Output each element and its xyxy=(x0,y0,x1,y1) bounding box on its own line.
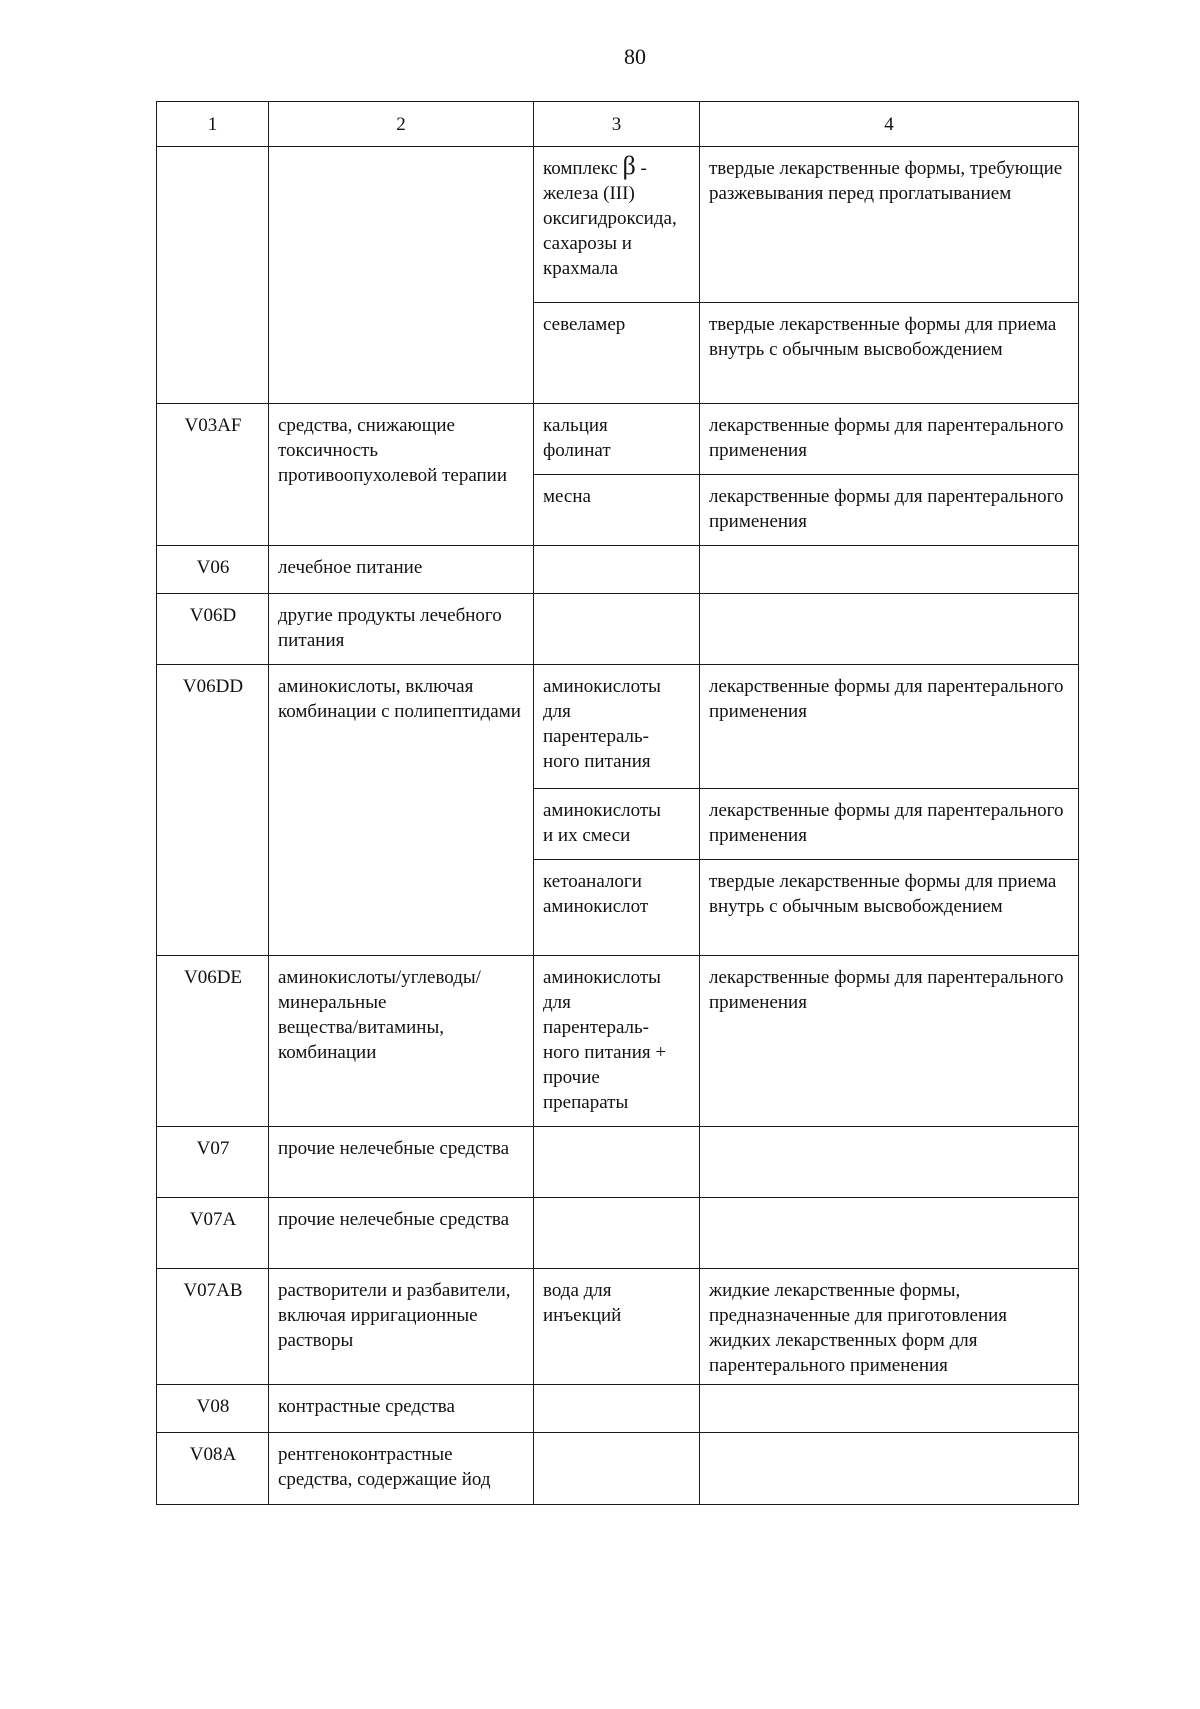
table-row xyxy=(157,1433,1079,1505)
column-header-1: 1 xyxy=(157,102,269,147)
drug-classification-table xyxy=(156,101,1079,1505)
drug-name-cell: кетоаналоги аминокислот xyxy=(534,860,700,956)
table-row xyxy=(157,956,1079,1127)
atc-code-cell: V06DD xyxy=(157,665,269,956)
drug-name-cell: севеламер xyxy=(534,303,700,404)
dosage-form-cell xyxy=(700,594,1079,665)
dosage-form-cell xyxy=(700,546,1079,594)
group-name-cell: прочие нелечебные средства xyxy=(269,1198,534,1269)
dosage-form-cell xyxy=(700,1433,1079,1505)
dosage-form-cell: лекарственные формы для парентерального применения xyxy=(700,789,1079,860)
atc-code-cell: V07A xyxy=(157,1198,269,1269)
dosage-form-cell xyxy=(700,1385,1079,1433)
table-row xyxy=(157,594,1079,665)
atc-code-cell: V06 xyxy=(157,546,269,594)
atc-code-cell: V08A xyxy=(157,1433,269,1505)
group-name-cell: аминокислоты, включая комбинации с полипептидами xyxy=(269,665,534,956)
drug-name-cell xyxy=(534,594,700,665)
drug-name-cell: аминокислоты для парентераль- ного питания xyxy=(534,665,700,789)
drug-name-cell xyxy=(534,1127,700,1198)
drug-name-cell xyxy=(534,1433,700,1505)
dosage-form-cell xyxy=(700,1198,1079,1269)
page-number: 80 xyxy=(624,44,646,69)
beta-symbol: β xyxy=(622,151,636,180)
dosage-form-cell: твердые лекарственные формы, требующие разжевывания перед проглатыванием xyxy=(700,147,1079,303)
dosage-form-cell xyxy=(700,1127,1079,1198)
table-row xyxy=(157,1198,1079,1269)
group-name-cell: растворители и разбавители, включая ирригационные растворы xyxy=(269,1269,534,1385)
column-header-3: 3 xyxy=(534,102,700,147)
drug-name-cell xyxy=(534,1385,700,1433)
atc-code-cell: V07AB xyxy=(157,1269,269,1385)
group-name-cell: другие продукты лечебного питания xyxy=(269,594,534,665)
dosage-form-cell: лекарственные формы для парентерального применения xyxy=(700,404,1079,475)
group-name-cell: лечебное питание xyxy=(269,546,534,594)
group-name-cell: аминокислоты/углеводы/ минеральные вещества/витамины, комбинации xyxy=(269,956,534,1127)
column-header-4: 4 xyxy=(700,102,1079,147)
dosage-form-cell: жидкие лекарственные формы, предназначенные для приготовления жидких лекарственных форм для парентерального применения xyxy=(700,1269,1079,1385)
drug-name-cell xyxy=(534,147,700,303)
drug-name-cell: месна xyxy=(534,475,700,546)
atc-code-cell: V08 xyxy=(157,1385,269,1433)
table-row xyxy=(157,404,1079,475)
table-row xyxy=(157,1385,1079,1433)
group-name-cell: рентгеноконтрастные средства, содержащие йод xyxy=(269,1433,534,1505)
drug-name-cell: аминокислоты для парентераль- ного питания + прочие препараты xyxy=(534,956,700,1127)
table-row xyxy=(157,147,1079,303)
atc-code-cell: V07 xyxy=(157,1127,269,1198)
dosage-form-cell: лекарственные формы для парентерального применения xyxy=(700,475,1079,546)
drug-name-prefix: комплекс xyxy=(543,158,623,179)
atc-code-cell: V06D xyxy=(157,594,269,665)
dosage-form-cell: твердые лекарственные формы для приема внутрь с обычным высвобождением xyxy=(700,860,1079,956)
table-header-row xyxy=(157,102,1079,147)
table-row xyxy=(157,1127,1079,1198)
table-row xyxy=(157,665,1079,789)
drug-name-suffix: - железа (III) оксигидроксида, сахарозы и крахмала xyxy=(543,158,677,279)
drug-name-cell xyxy=(534,1198,700,1269)
dosage-form-cell: твердые лекарственные формы для приема внутрь с обычным высвобождением xyxy=(700,303,1079,404)
column-header-2: 2 xyxy=(269,102,534,147)
dosage-form-cell: лекарственные формы для парентерального применения xyxy=(700,665,1079,789)
atc-code-cell: V06DE xyxy=(157,956,269,1127)
drug-name-cell: аминокислоты и их смеси xyxy=(534,789,700,860)
group-name-cell xyxy=(269,147,534,404)
group-name-cell: средства, снижающие токсичность противоопухолевой терапии xyxy=(269,404,534,546)
drug-name-cell xyxy=(534,546,700,594)
table-row xyxy=(157,1269,1079,1385)
drug-name-cell: вода для инъекций xyxy=(534,1269,700,1385)
atc-code-cell xyxy=(157,147,269,404)
table-row xyxy=(157,546,1079,594)
atc-code-cell: V03AF xyxy=(157,404,269,546)
group-name-cell: контрастные средства xyxy=(269,1385,534,1433)
group-name-cell: прочие нелечебные средства xyxy=(269,1127,534,1198)
drug-name-cell: кальция фолинат xyxy=(534,404,700,475)
dosage-form-cell: лекарственные формы для парентерального применения xyxy=(700,956,1079,1127)
